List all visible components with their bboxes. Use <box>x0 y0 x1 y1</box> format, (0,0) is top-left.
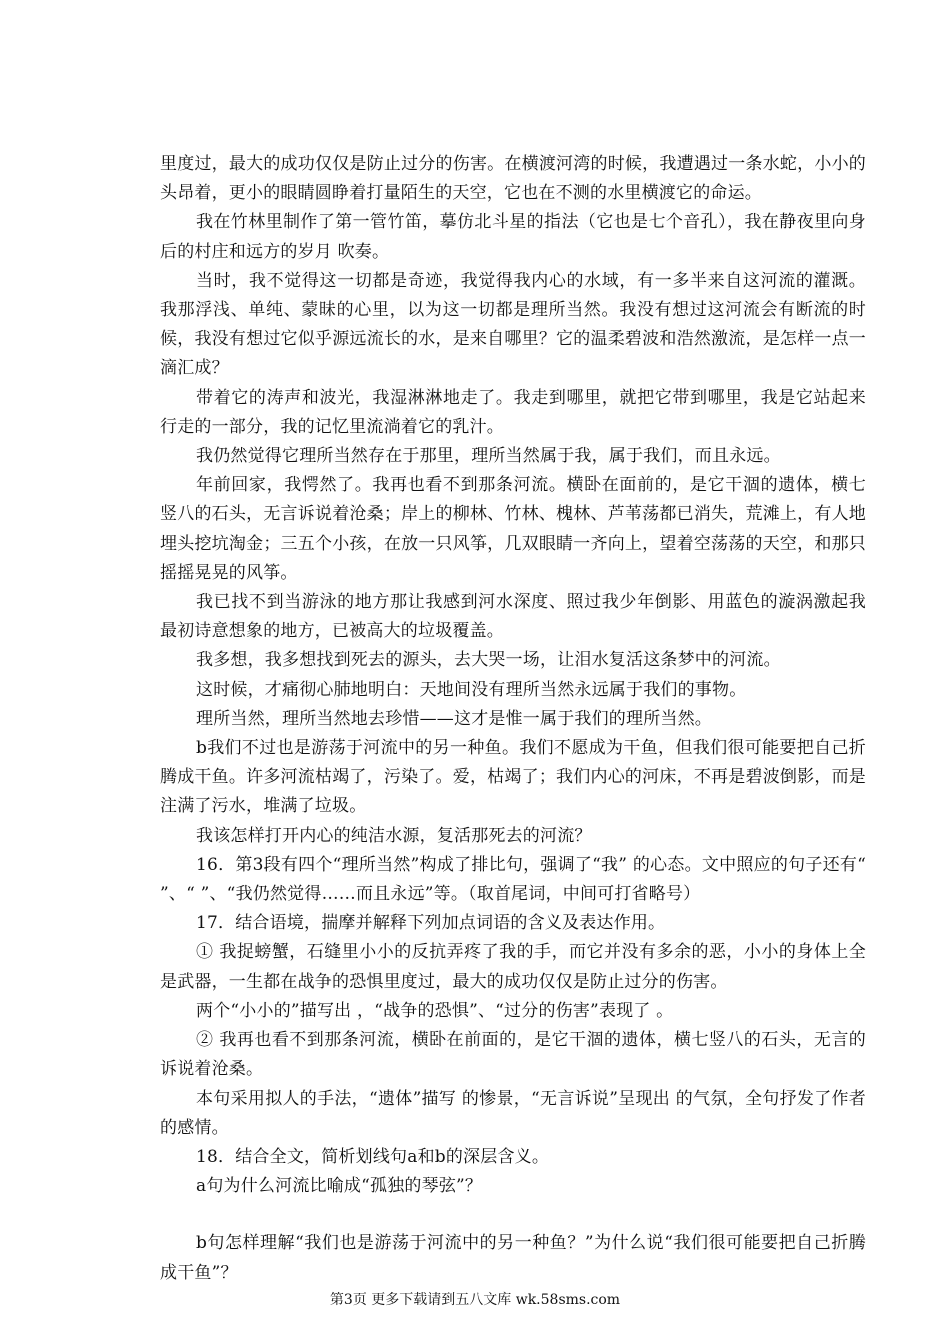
paragraph-closing-question: 我该怎样打开内心的纯洁水源，复活那死去的河流？ <box>196 825 592 846</box>
question-16: 16．第3段有四个“理所当然”构成了排比句，强调了“我” 的心态。文中照应的句子还有“ ”、“ ”、“我仍然觉得……而且永远”等。（取首尾词，中间可打省略号） <box>160 854 866 905</box>
paragraph-still-belongs: 我仍然觉得它理所当然存在于那里，理所当然属于我，属于我们，而且永远。 <box>196 446 781 467</box>
question-18: 18．结合全文，简析划线句a和b的深层含义。 <box>196 1146 550 1167</box>
question-17-answer-2: 本句采用拟人的手法，“遗体”描写 的惨景，“无言诉说”呈现出 的气氛，全句抒发了作者 的感情。 <box>160 1088 866 1138</box>
paragraph-dead-source: 我多想，我多想找到死去的源头，去大哭一场，让泪水复活这条梦中的河流。 <box>196 650 781 671</box>
question-17: 17．结合语境，揣摩并解释下列加点词语的含义及表达作用。 <box>196 913 666 934</box>
question-17-item-1: ① 我捉螃蟹，石缝里小小的反抗弄疼了我的手，而它并没有多余的恶，小小的身体上全是武器，一生都在战争的恐惧里度过，最大的成功仅仅是防止过分的伤害。 <box>160 942 866 992</box>
paragraph-carry-river: 带着它的涛声和波光，我湿淋淋地走了。我走到哪里，就把它带到哪里，我是它站起来行走的一部分，我的记忆里流淌着它的乳汁。 <box>160 387 866 437</box>
question-17-item-2: ② 我再也看不到那条河流，横卧在前面的，是它干涸的遗体，横七竖八的石头，无言的诉说着沧桑。 <box>160 1030 866 1080</box>
question-18-part-b: b句怎样理解“我们也是游荡于河流中的另一种鱼？”为什么说“我们很可能要把自己折腾成干鱼”？ <box>160 1233 866 1283</box>
paragraph-bamboo-flute: 我在竹林里制作了第一管竹笛，摹仿北斗星的指法（它也是七个音孔），我在静夜里向身后的村庄和远方的岁月 吹奏。 <box>160 212 866 262</box>
paragraph-sentence-b: b我们不过也是游荡于河流中的另一种鱼。我们不愿成为干鱼，但我们很可能要把自己折腾成干鱼。许多河流枯竭了，污染了。爱，枯竭了；我们内心的河床，不再是碧波倒影，而是注满了污水，堆满了垃圾。 <box>160 738 866 817</box>
paragraph-swimming-place: 我已找不到当游泳的地方那让我感到河水深度、照过我少年倒影、用蓝色的漩涡激起我最初诗意想象的地方，已被高大的垃圾覆盖。 <box>160 592 866 642</box>
question-18-part-a: a句为什么河流比喻成“孤独的琴弦”？ <box>196 1176 483 1197</box>
document-body <box>160 150 866 1288</box>
answer-space <box>160 1201 866 1229</box>
question-17-answer-1: 两个“小小的”描写出 ，“战争的恐惧”、“过分的伤害”表现了 。 <box>196 1000 674 1021</box>
paragraph-continuation: 里度过，最大的成功仅仅是防止过分的伤害。在横渡河湾的时候，我遭遇过一条水蛇，小小的头昂着，更小的眼睛圆睁着打量陌生的天空，它也在不测的水里横渡它的命运。 <box>160 154 866 204</box>
page-footer: 第3页 更多下载请到五八文库 wk.58sms.com <box>329 1292 621 1308</box>
paragraph-miracle: 当时，我不觉得这一切都是奇迹，我觉得我内心的水域，有一多半来自这河流的灌溉。我那浮浅、单纯、蒙昧的心里，以为这一切都是理所当然。我没有想过这河流会有断流的时候，我没有想过它似乎源远流长的水，是来自哪里？它的温柔碧波和浩然激流，是怎样一点一滴汇成？ <box>160 270 866 379</box>
paragraph-realization: 这时候，才痛彻心肺地明白：天地间没有理所当然永远属于我们的事物。 <box>196 679 747 700</box>
paragraph-return-home: 年前回家，我愕然了。我再也看不到那条河流。横卧在面前的，是它干涸的遗体，横七竖八的石头，无言诉说着沧桑；岸上的柳林、竹林、槐林、芦苇荡都已消失，荒滩上，有人地埋头挖坑淘金；三五个小孩，在放一只风筝，几双眼睛一齐向上，望着空荡荡的天空，和那只摇摇晃晃的风筝。 <box>160 475 866 583</box>
paragraph-cherish: 理所当然，理所当然地去珍惜——这才是惟一属于我们的理所当然。 <box>196 708 712 729</box>
